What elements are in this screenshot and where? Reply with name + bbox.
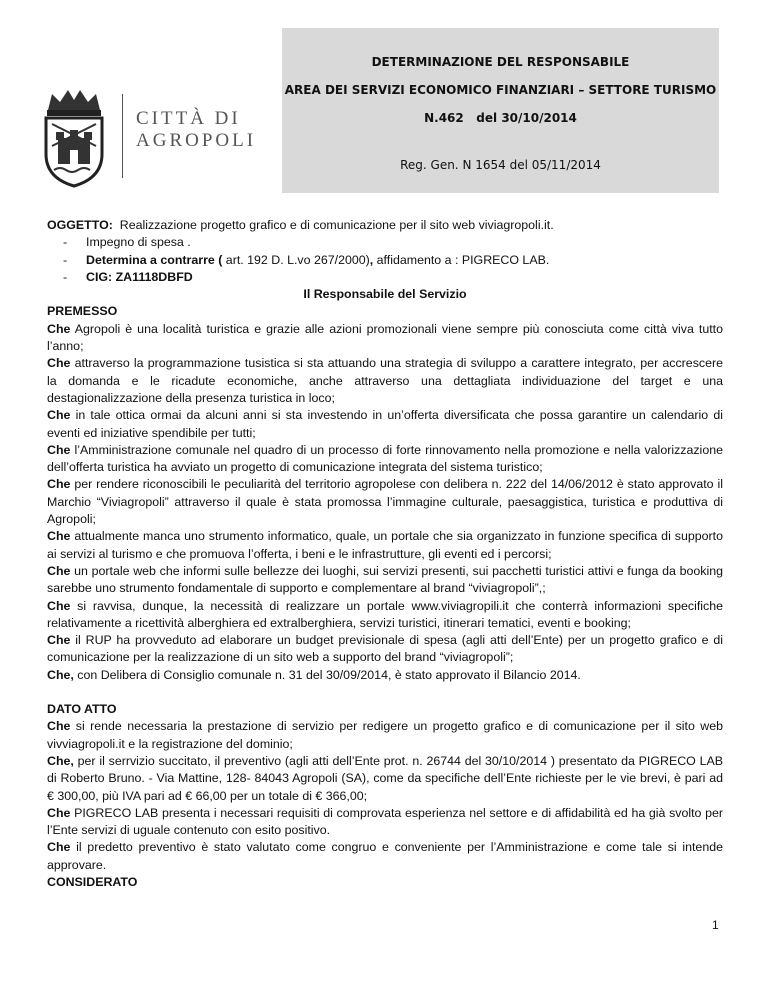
premesso-paragraph-text: per rendere riconoscibili le peculiarità del territorio agropolese con delibera n. 222 del 14/06/2012 è stato approvato il Marchio “Viviagropoli” attraverso il quale è stata promossa l’immagine culturale, paesaggistica, turistica e produttiva di Agropoli;: [47, 477, 723, 527]
premesso-paragraph: [47, 632, 723, 667]
oggetto-label: OGGETTO:: [47, 218, 113, 232]
dato-atto-paragraphs: [47, 718, 723, 874]
premesso-paragraph-lead: Che: [47, 563, 71, 578]
premesso-paragraph-text: si ravvisa, dunque, la necessità di realizzare un portale www.viviagropili.it che conterrà informazioni specifiche relativamente a ricettività alberghiera ed extralberghiera, servizi turistici, itinerari tematici, eventi e booking;: [47, 598, 723, 630]
dato-atto-paragraph: [47, 839, 723, 874]
premesso-paragraph: [47, 476, 723, 528]
dato-atto-paragraph: [47, 718, 723, 753]
premesso-paragraph-text: il RUP ha provveduto ad elaborare un budget previsionale di spesa (agli atti dell’Ente) per un progetto grafico e di comunicazione per la realizzazione di un sito web a supporto del brand “viviagropoli”;: [47, 633, 723, 665]
oggetto-item-3: [47, 269, 723, 286]
oggetto-item-2-bold: Determina a contrarre (: [86, 252, 223, 267]
premesso-paragraph-text: in tale ottica ormai da alcuni anni si sta investendo in un’offerta diversificata che possa garantire un calendario di eventi ed iniziative spendibile per tutti;: [47, 408, 723, 440]
dato-atto-paragraph: [47, 753, 723, 805]
premesso-paragraph-lead: Che: [47, 477, 71, 492]
oggetto-item-2-comma: ,: [369, 252, 374, 267]
premesso-paragraph: [47, 321, 723, 356]
premesso-paragraph-text: attraverso la programmazione tusistica si sta attuando una strategia di sviluppo a carattere integrato, per accrescere la domanda e le ricadute economiche, anche attraverso una dettagliata individuazione del target e una destagionalizzazione della presenza turistica in loco;: [47, 356, 723, 405]
premesso-paragraph-lead: Che: [47, 529, 71, 544]
premesso-paragraph-lead: Che: [47, 408, 71, 423]
oggetto-item-2: [47, 252, 723, 269]
city-name: [136, 108, 256, 152]
dato-atto-paragraph-text: si rende necessaria la prestazione di servizio per redigere un progetto grafico e di comunicazione per il sito web vivviagropoli.it e la registrazione del dominio;: [47, 719, 723, 751]
oggetto-line: [47, 217, 723, 234]
page-number: 1: [712, 918, 719, 932]
premesso-paragraph-lead: Che: [47, 598, 71, 613]
premesso-paragraph-text: con Delibera di Consiglio comunale n. 31 del 30/09/2014, è stato approvato il Bilancio 2014.: [73, 667, 581, 682]
city-name-line1: CITTÀ DI: [136, 108, 241, 129]
dato-atto-paragraph-text: per il serrvizio succitato, il preventivo (agli atti dell’Ente prot. n. 26744 del 30/10/2014 ) presentato da PIGRECO LAB di Roberto Bruno. - Via Mattine, 128- 84043 Agropoli (SA), come da specifiche dell’Ente richieste per le vie brevi, è pari ad € 300,00, più IVA pari ad € 66,00 per un totale di € 366,00;: [47, 753, 723, 803]
city-logo: [38, 88, 268, 188]
premesso-paragraph-text: attualmente manca uno strumento informatico, quale, un portale che sia organizzato in funzione specifica di supporto ai servizi al turismo e che promuova l’offerta, i beni e le infrastrutture, gli eventi ed i percorsi;: [47, 529, 723, 561]
oggetto-list: [47, 234, 723, 286]
considerato-heading: CONSIDERATO: [47, 874, 138, 889]
premesso-paragraph-lead: Che: [47, 356, 71, 371]
oggetto-item-2-rest: affidamento a : PIGRECO LAB.: [373, 252, 550, 267]
dato-atto-paragraph-lead: Che: [47, 719, 71, 734]
premesso-paragraph-lead: Che: [47, 442, 71, 457]
premesso-paragraph-lead: Che,: [47, 667, 74, 682]
logo-divider: [122, 94, 123, 178]
dato-atto-paragraph-lead: Che: [47, 840, 71, 855]
premesso-paragraph: [47, 563, 723, 598]
crest-icon: [38, 88, 110, 188]
oggetto-item-2-normal: art. 192 D. L.vo 267/2000): [222, 252, 370, 267]
registration-number: Reg. Gen. N 1654 del 05/11/2014: [400, 158, 601, 172]
dato-atto-paragraph-lead: Che,: [47, 753, 74, 768]
premesso-heading: PREMESSO: [47, 304, 118, 319]
section-gap: [47, 684, 723, 701]
premesso-paragraph-text: un portale web che informi sulle bellezze dei luoghi, sui servizi presenti, sui pacchetti turistici attivi e funga da booking sarebbe uno strumento fondamentale di supporto e complementare al brand “viviagropoli”,;: [47, 563, 723, 596]
dato-atto-heading: DATO ATTO: [47, 702, 117, 717]
premesso-paragraph: [47, 598, 723, 633]
premesso-paragraph-text: l’Amministrazione comunale nel quadro di un processo di forte rinnovamento nella promozione e nella valorizzazione dell’offerta turistica ha avviato un progetto di comunicazione integrata del sistema turistico;: [47, 442, 723, 475]
oggetto-item-1: [47, 234, 723, 251]
premesso-paragraph-lead: Che: [47, 633, 71, 648]
premesso-paragraph: [47, 528, 723, 563]
determination-number: N.462 del 30/10/2014: [424, 111, 577, 125]
responsabile-title: Il Responsabile del Servizio: [303, 287, 467, 302]
determination-area: AREA DEI SERVIZI ECONOMICO FINANZIARI – SETTORE TURISMO: [284, 83, 717, 97]
premesso-paragraph-text: Agropoli è una località turistica e grazie alle azioni promozionali viene sempre più conosciuta come città viva tutto l’anno;: [47, 321, 723, 354]
dato-atto-paragraph-text: PIGRECO LAB presenta i necessari requisiti di comprovata esperienza nel settore e di affidabilità ed ha già svolto per l’Ente servizi di uguale contenuto con esito positivo.: [47, 805, 723, 838]
dato-atto-paragraph-text: il predetto preventivo è stato valutato come congruo e conveniente per l’Amministrazione e come tale si intende approvare.: [47, 840, 723, 872]
premesso-paragraph: [47, 355, 723, 407]
cig-code: CIG: ZA1118DBFD: [86, 269, 193, 284]
premesso-paragraph-lead: Che: [47, 321, 71, 336]
oggetto-text: Realizzazione progetto grafico e di comunicazione per il sito web viviagropoli.it.: [119, 218, 554, 232]
premesso-paragraph: [47, 442, 723, 477]
determination-header-box: [282, 28, 719, 193]
city-name-line2: AGROPOLI: [136, 130, 257, 151]
dato-atto-paragraph: [47, 805, 723, 840]
determination-title: DETERMINAZIONE DEL RESPONSABILE: [371, 55, 630, 69]
premesso-paragraph: [47, 667, 723, 684]
document-body: [47, 217, 723, 891]
oggetto-item-1-text: Impegno di spesa .: [86, 235, 191, 250]
dato-atto-paragraph-lead: Che: [47, 805, 71, 820]
premesso-paragraphs: [47, 321, 723, 684]
premesso-paragraph: [47, 407, 723, 442]
